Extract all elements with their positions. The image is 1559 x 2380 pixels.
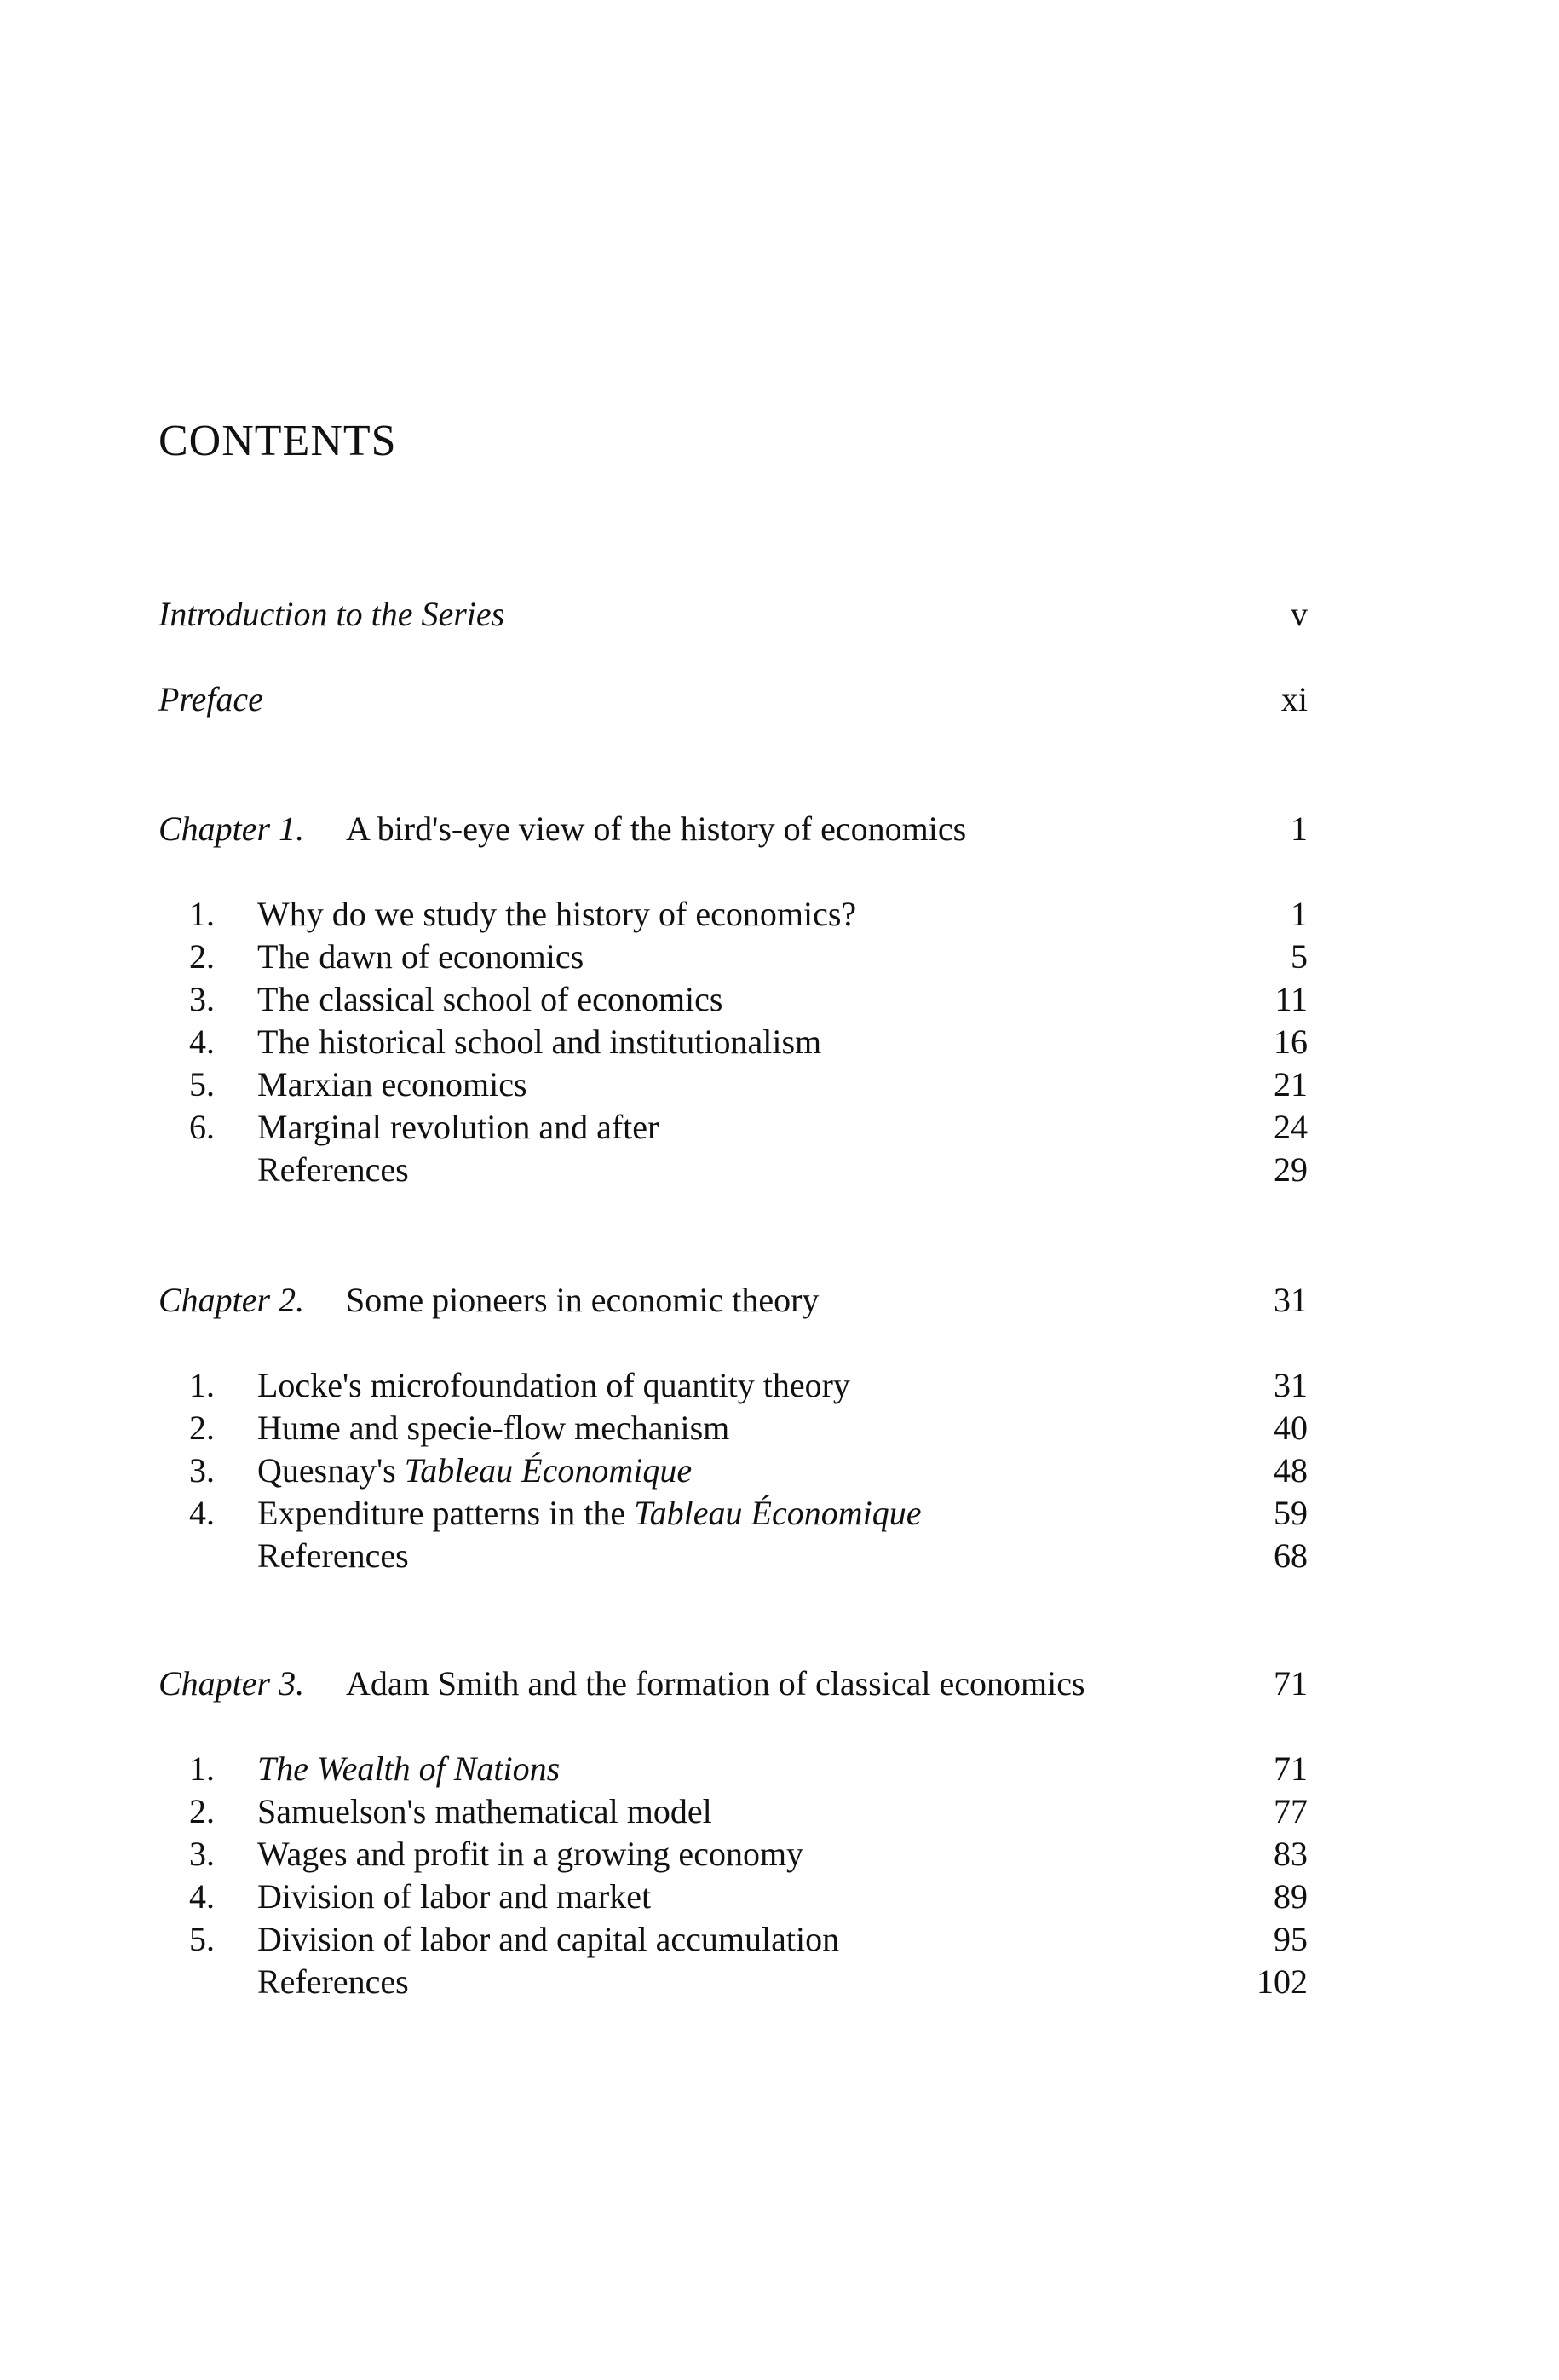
section-entry[interactable] bbox=[158, 1492, 1308, 1535]
section-list bbox=[158, 1748, 1308, 2003]
section-entry[interactable] bbox=[158, 1407, 1308, 1449]
section-title: References bbox=[257, 1150, 409, 1189]
page-number: 31 bbox=[1274, 1281, 1308, 1319]
section-title: Why do we study the history of economics? bbox=[257, 895, 857, 933]
section-title: Hume and specie-flow mechanism bbox=[257, 1409, 730, 1447]
section-entry[interactable] bbox=[158, 1449, 1308, 1492]
section-entry[interactable] bbox=[158, 1918, 1308, 1961]
section-entry[interactable] bbox=[158, 1748, 1308, 1790]
section-title: The classical school of economics bbox=[257, 980, 723, 1018]
section-title bbox=[257, 1492, 921, 1535]
front-matter-label: Introduction to the Series bbox=[158, 595, 505, 633]
page-number: 89 bbox=[1274, 1877, 1308, 1916]
section-title-italic: The Wealth of Nations bbox=[257, 1749, 561, 1788]
chapter-heading[interactable] bbox=[158, 1279, 1308, 1322]
page-number: 1 bbox=[1291, 895, 1308, 933]
section-title-italic: Tableau Économique bbox=[404, 1451, 693, 1490]
page-number: 102 bbox=[1257, 1962, 1308, 2001]
section-entry[interactable] bbox=[158, 893, 1308, 936]
chapter-heading[interactable] bbox=[158, 808, 1308, 850]
chapter-2 bbox=[158, 1279, 1308, 1575]
front-matter-introduction[interactable] bbox=[158, 593, 1308, 636]
chapter-number: Chapter 2. bbox=[158, 1281, 305, 1319]
section-entry[interactable] bbox=[158, 1063, 1308, 1106]
page-number: 71 bbox=[1274, 1664, 1308, 1703]
page-number: 11 bbox=[1274, 980, 1308, 1018]
page-number: 83 bbox=[1274, 1835, 1308, 1873]
chapter-title: Adam Smith and the formation of classical economics bbox=[346, 1664, 1085, 1703]
section-title-text: Expenditure patterns in the bbox=[257, 1494, 635, 1532]
section-title: Locke's microfoundation of quantity theory bbox=[257, 1366, 850, 1404]
page-number: 5 bbox=[1291, 937, 1308, 976]
section-entry[interactable] bbox=[158, 1790, 1308, 1833]
section-entry[interactable] bbox=[158, 1833, 1308, 1876]
chapter-number: Chapter 3. bbox=[158, 1664, 305, 1703]
page-number: 24 bbox=[1274, 1108, 1308, 1146]
page-number: 40 bbox=[1274, 1409, 1308, 1447]
page-number: 77 bbox=[1274, 1792, 1308, 1830]
section-number: 4. bbox=[189, 1877, 215, 1916]
section-number: 1. bbox=[189, 1366, 215, 1404]
section-list bbox=[158, 1364, 1308, 1577]
section-number: 3. bbox=[189, 1451, 215, 1490]
section-number: 2. bbox=[189, 1792, 215, 1830]
section-number: 1. bbox=[189, 1749, 215, 1788]
page-title: CONTENTS bbox=[158, 417, 397, 465]
page-number: 1 bbox=[1291, 810, 1308, 848]
section-title: Marginal revolution and after bbox=[257, 1108, 659, 1146]
chapter-title: Some pioneers in economic theory bbox=[346, 1281, 820, 1319]
section-entry[interactable] bbox=[158, 1876, 1308, 1918]
page-number: 48 bbox=[1274, 1451, 1308, 1490]
references-entry[interactable] bbox=[158, 1961, 1308, 2003]
page-number: 16 bbox=[1274, 1023, 1308, 1061]
front-matter-preface[interactable] bbox=[158, 678, 1308, 721]
chapter-heading[interactable] bbox=[158, 1663, 1308, 1705]
section-title-italic: Tableau Économique bbox=[634, 1494, 922, 1532]
section-list bbox=[158, 893, 1308, 1191]
section-title: Division of labor and market bbox=[257, 1877, 652, 1916]
section-number: 3. bbox=[189, 980, 215, 1018]
page-number: 29 bbox=[1274, 1150, 1308, 1189]
section-entry[interactable] bbox=[158, 978, 1308, 1021]
section-title: The historical school and institutionalism bbox=[257, 1023, 822, 1061]
chapter-3 bbox=[158, 1663, 1308, 2001]
references-entry[interactable] bbox=[158, 1149, 1308, 1191]
section-entry[interactable] bbox=[158, 1364, 1308, 1407]
front-matter-label: Preface bbox=[158, 680, 263, 718]
page-number: 95 bbox=[1274, 1920, 1308, 1958]
section-title bbox=[257, 1449, 692, 1492]
chapter-number: Chapter 1. bbox=[158, 810, 305, 848]
section-number: 3. bbox=[189, 1835, 215, 1873]
section-title: Wages and profit in a growing economy bbox=[257, 1835, 804, 1873]
section-number: 4. bbox=[189, 1494, 215, 1532]
section-title: Samuelson's mathematical model bbox=[257, 1792, 712, 1830]
section-number: 2. bbox=[189, 1409, 215, 1447]
section-number: 2. bbox=[189, 937, 215, 976]
section-entry[interactable] bbox=[158, 936, 1308, 978]
section-number: 4. bbox=[189, 1023, 215, 1061]
section-title: References bbox=[257, 1962, 409, 2001]
chapter-title: A bird's-eye view of the history of economics bbox=[346, 810, 967, 848]
section-title: References bbox=[257, 1536, 409, 1575]
section-number: 6. bbox=[189, 1108, 215, 1146]
page-number: v bbox=[1291, 595, 1308, 633]
page-number: 68 bbox=[1274, 1536, 1308, 1575]
section-number: 5. bbox=[189, 1065, 215, 1104]
section-title bbox=[257, 1748, 560, 1790]
references-entry[interactable] bbox=[158, 1535, 1308, 1577]
page-number: 21 bbox=[1274, 1065, 1308, 1104]
chapter-1 bbox=[158, 808, 1308, 1189]
page-number: 59 bbox=[1274, 1494, 1308, 1532]
section-number: 5. bbox=[189, 1920, 215, 1958]
section-entry[interactable] bbox=[158, 1106, 1308, 1149]
section-number: 1. bbox=[189, 895, 215, 933]
page-number: 71 bbox=[1274, 1749, 1308, 1788]
page-number: 31 bbox=[1274, 1366, 1308, 1404]
section-title-text: Quesnay's bbox=[257, 1451, 405, 1490]
section-title: The dawn of economics bbox=[257, 937, 584, 976]
section-entry[interactable] bbox=[158, 1021, 1308, 1063]
section-title: Division of labor and capital accumulation bbox=[257, 1920, 840, 1958]
section-title: Marxian economics bbox=[257, 1065, 527, 1104]
page-number: xi bbox=[1280, 680, 1308, 718]
